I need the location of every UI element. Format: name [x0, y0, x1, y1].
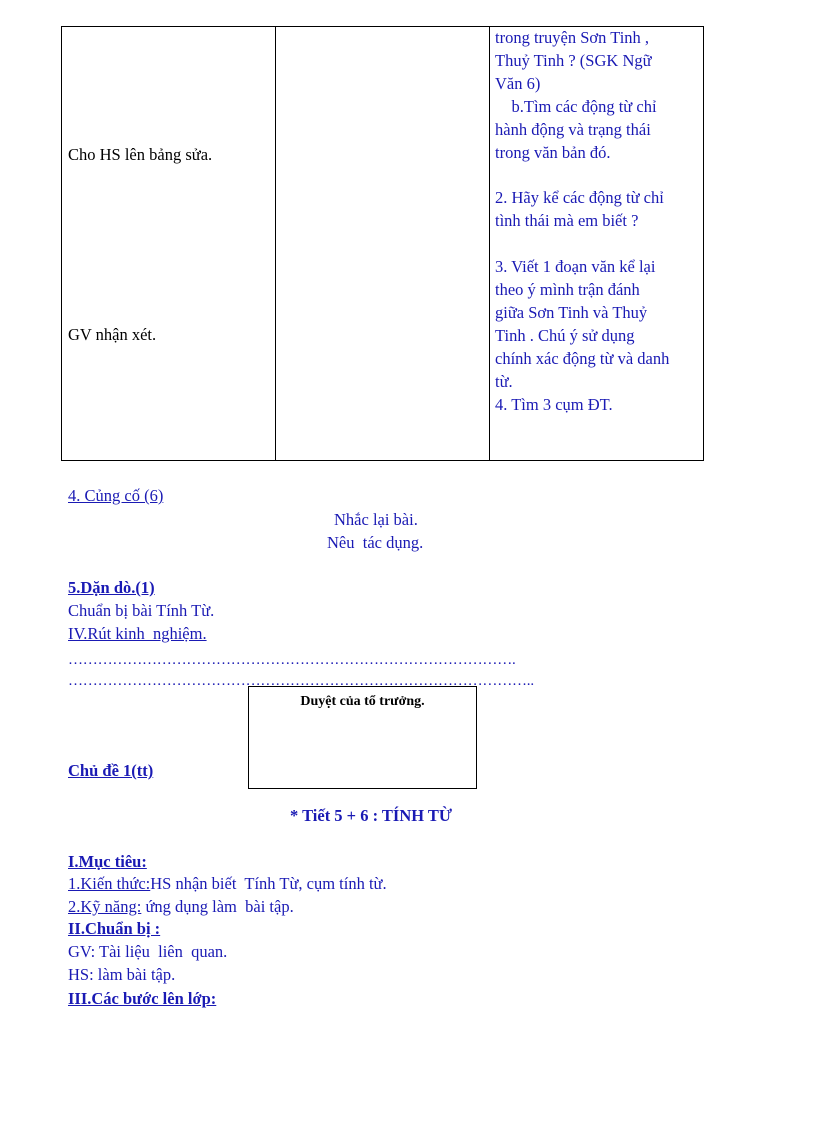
content-line: 3. Viết 1 đoạn văn kể lại	[495, 257, 656, 276]
lesson-title: * Tiết 5 + 6 : TÍNH TỪ	[290, 806, 453, 825]
content-cell	[490, 27, 704, 461]
consolidation-line-1: Nhắc lại bài.	[334, 510, 418, 529]
knowledge-text: HS nhận biết Tính Từ, cụm tính từ.	[150, 874, 387, 893]
content-line: tình thái mà em biết ?	[495, 211, 639, 230]
content-line: b.Tìm các động từ chỉ	[495, 97, 657, 116]
experience-heading: IV.Rút kinh nghiệm.	[68, 624, 207, 643]
content-line: chính xác động từ và danh	[495, 349, 670, 368]
content-line: theo ý mình trận đánh	[495, 280, 640, 299]
teacher-activity-line-2: GV nhận xét.	[68, 325, 157, 344]
knowledge-line	[68, 873, 387, 895]
preparation-hs: HS: làm bài tập.	[68, 965, 176, 984]
knowledge-label: 1.Kiến thức:	[68, 874, 151, 893]
teacher-activity-cell	[62, 27, 276, 461]
lesson-table	[61, 26, 704, 461]
approval-box	[248, 686, 477, 789]
content-line: Văn 6)	[495, 74, 541, 93]
experience-dots-2: …………………………………………………………………………………..	[68, 673, 534, 689]
content-line: hành động và trạng thái	[495, 120, 651, 139]
content-line: Thuỷ Tinh ? (SGK Ngữ	[495, 51, 652, 70]
content-line: trong văn bản đó.	[495, 143, 611, 162]
experience-dots-1: ……………………………………………………………………………….	[68, 652, 516, 668]
skills-text: ứng dụng làm bài tập.	[141, 897, 294, 916]
objectives-heading: I.Mục tiêu:	[68, 852, 147, 871]
content-line: 4. Tìm 3 cụm ĐT.	[495, 395, 613, 414]
homework-text: Chuẩn bị bài Tính Từ.	[68, 601, 215, 620]
content-line: Tinh . Chú ý sử dụng	[495, 326, 635, 345]
content-line: giữa Sơn Tinh và Thuỷ	[495, 303, 648, 322]
approval-title: Duyệt của tổ trưởng.	[300, 694, 425, 709]
consolidation-heading: 4. Củng cố (6)	[68, 486, 164, 505]
content-line: trong truyện Sơn Tinh ,	[495, 28, 650, 47]
preparation-heading: II.Chuẩn bị :	[68, 919, 161, 938]
teacher-activity-line-1: Cho HS lên bảng sửa.	[68, 145, 213, 164]
skills-label: 2.Kỹ năng:	[68, 897, 142, 916]
skills-line	[68, 896, 294, 918]
preparation-gv: GV: Tài liệu liên quan.	[68, 942, 228, 961]
content-line: từ.	[495, 372, 513, 391]
consolidation-line-2: Nêu tác dụng.	[327, 533, 424, 552]
content-line: 2. Hãy kể các động từ chỉ	[495, 188, 664, 207]
student-activity-cell	[276, 27, 490, 461]
homework-heading: 5.Dặn dò.(1)	[68, 578, 155, 597]
topic-heading: Chủ đề 1(tt)	[68, 761, 154, 780]
steps-heading: III.Các bước lên lớp:	[68, 989, 217, 1008]
